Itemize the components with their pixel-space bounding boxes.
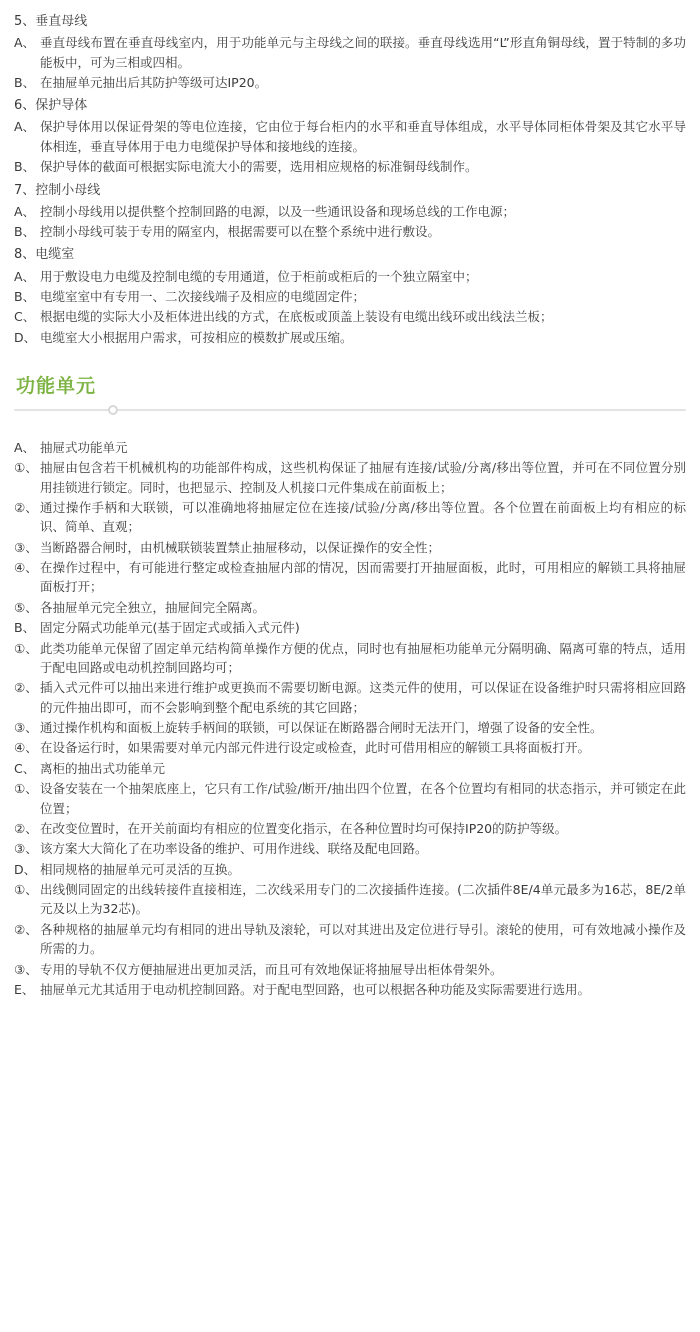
item-text: 根据电缆的实际大小及柜体进出线的方式，在底板或顶盖上装设有电缆出线环或出线法兰板； — [40, 309, 553, 325]
paragraph — [14, 598, 686, 617]
subitem-text: 抽屉由包含若干机械机构的功能部件构成，这些机构保证了抽屉有连接/试验/分离/移出等位置，并可在不同位置分别用挂锁进行锁定。同时，也把显示、控制及人机接口元件集成在前面板上； — [40, 460, 686, 495]
block-text: 离柜的抽出式功能单元 — [40, 760, 166, 776]
item-text: 控制小母线可装于专用的隔室内，根据需要可以在整个系统中进行敷设。 — [40, 224, 441, 240]
subitem-text: 专用的导轨不仅方便抽屉进出更加灵活，而且可有效地保证将抽屉导出柜体骨架外。 — [40, 961, 503, 977]
subitem-marker: ②、 — [14, 499, 38, 515]
item-marker: B、 — [14, 288, 36, 304]
item-text: 用于敷设电力电缆及控制电缆的专用通道，位于柜前或柜后的一个独立隔室中； — [40, 268, 478, 284]
subitem-marker: ①、 — [14, 460, 38, 476]
item-marker: A、 — [14, 35, 36, 51]
item-text: 在抽屉单元抽出后其防护等级可达IP20。 — [40, 74, 268, 90]
paragraph — [14, 157, 686, 176]
block-marker: B、 — [14, 620, 36, 636]
item-text: 电缆室大小根据用户需求，可按相应的模数扩展或压缩。 — [40, 329, 353, 345]
subitem-text: 该方案大大简化了在功率设备的维护、可用作进线、联络及配电回路。 — [40, 841, 428, 857]
subitem-text: 当断路器合闸时，由机械联锁装置禁止抽屉移动，以保证操作的安全性； — [40, 539, 441, 555]
subitem-text: 此类功能单元保留了固定单元结构简单操作方便的优点，同时也有抽屉柜功能单元分隔明确、隔离可靠的特点，适用于配电回路或电动机控制回路均可； — [40, 640, 686, 675]
item-text: 控制小母线用以提供整个控制回路的电源，以及一些通讯设备和现场总线的工作电源； — [40, 203, 516, 219]
subitem-text: 通过操作机构和面板上旋转手柄间的联锁，可以保证在断路器合闸时无法开门，增强了设备的安全性。 — [40, 720, 603, 736]
section-heading: 6、保护导体 — [14, 98, 88, 114]
subitem-marker: ②、 — [14, 820, 38, 836]
paragraph — [14, 498, 686, 537]
paragraph — [14, 819, 686, 838]
subitem-text: 在改变位置时，在开关前面均有相应的位置变化指示，在各种位置时均可保持IP20的防护等级。 — [40, 820, 568, 836]
subitem-marker: ①、 — [14, 882, 38, 898]
item-text: 保护导体用以保证骨架的等电位连接，它由位于每台柜内的水平和垂直导体组成，水平导体同柜体骨架及其它水平导体相连，垂直导体用于电力电缆保护导体和接地线的连接。 — [40, 119, 686, 154]
subitem-text: 各抽屉单元完全独立，抽屉间完全隔离。 — [40, 599, 266, 615]
paragraph — [14, 558, 686, 597]
block-marker: D、 — [14, 861, 37, 877]
section-heading: 8、电缆室 — [14, 247, 75, 263]
item-marker: A、 — [14, 119, 36, 135]
paragraph — [14, 287, 686, 306]
paragraph — [14, 880, 686, 919]
subitem-marker: ③、 — [14, 961, 38, 977]
paragraph — [14, 860, 686, 879]
paragraph — [14, 328, 686, 347]
subitem-text: 各种规格的抽屉单元均有相同的进出导轨及滚轮，可以对其进出及定位进行导引。滚轮的使用，可有效地减小操作及所需的力。 — [40, 921, 686, 957]
item-marker: A、 — [14, 203, 36, 219]
paragraph — [14, 839, 686, 858]
block-text: 固定分隔式功能单元(基于固定式或插入式元件) — [40, 620, 300, 636]
paragraph — [14, 678, 686, 717]
main-blocks — [14, 438, 686, 1000]
item-text: 垂直母线布置在垂直母线室内，用于功能单元与主母线之间的联接。垂直母线选用“L”形直角铜母线，置于特制的多功能板中，可为三相或四相。 — [40, 35, 686, 70]
item-marker: A、 — [14, 268, 36, 284]
paragraph — [14, 538, 686, 557]
paragraph — [14, 202, 686, 221]
block-text: 抽屉单元尤其适用于电动机控制回路。对于配电型回路，也可以根据各种功能及实际需要进行选用。 — [40, 981, 591, 997]
item-marker: B、 — [14, 74, 36, 90]
paragraph — [14, 618, 686, 637]
subitem-marker: ②、 — [14, 680, 38, 696]
paragraph — [14, 222, 686, 241]
item-marker: C、 — [14, 309, 36, 325]
subitem-text: 在操作过程中，有可能进行整定或检查抽屉内部的情况，因而需要打开抽屉面板，此时，可用相应的解锁工具将抽屉面板打开； — [40, 560, 686, 595]
paragraph — [14, 33, 686, 72]
section-divider-block — [14, 375, 686, 416]
paragraph — [14, 980, 686, 999]
rule-dot-icon — [108, 405, 118, 415]
paragraph — [14, 718, 686, 737]
subitem-marker: ②、 — [14, 921, 38, 937]
section-heading: 5、垂直母线 — [14, 14, 88, 29]
paragraph — [14, 458, 686, 497]
subitem-text: 通过操作手柄和大联锁，可以准确地将抽屉定位在连接/试验/分离/移出等位置。各个位置在前面板上均有相应的标识、简单、直观； — [40, 499, 686, 535]
item-text: 保护导体的截面可根据实际电流大小的需要，选用相应规格的标准铜母线制作。 — [40, 159, 478, 175]
block-text: 相同规格的抽屉单元可灵活的互换。 — [40, 861, 241, 877]
paragraph — [14, 267, 686, 286]
paragraph — [14, 639, 686, 678]
paragraph — [14, 117, 686, 156]
item-text: 电缆室室中有专用一、二次接线端子及相应的电缆固定件； — [40, 288, 366, 304]
paragraph — [14, 73, 686, 92]
block-text: 抽屉式功能单元 — [40, 439, 128, 455]
paragraph — [14, 779, 686, 818]
section-heading: 7、控制小母线 — [14, 182, 101, 198]
block-marker: E、 — [14, 981, 35, 997]
subitem-marker: ④、 — [14, 740, 38, 756]
paragraph — [14, 759, 686, 778]
subitem-marker: ①、 — [14, 640, 38, 656]
subitem-marker: ③、 — [14, 539, 38, 555]
subitem-text: 在设备运行时，如果需要对单元内部元件进行设定或检查，此时可借用相应的解锁工具将面板打开。 — [40, 740, 591, 756]
paragraph — [14, 920, 686, 959]
paragraph — [14, 960, 686, 979]
subitem-marker: ①、 — [14, 781, 38, 797]
item-marker: B、 — [14, 159, 36, 175]
subitem-marker: ⑤、 — [14, 599, 38, 615]
block-marker: A、 — [14, 439, 36, 455]
paragraph — [14, 738, 686, 757]
subitem-text: 出线侧同固定的出线转接件直接相连，二次线采用专门的二次接插件连接。(二次插件8E/4单元最多为16芯，8E/2单元及以上为32芯)。 — [40, 882, 686, 917]
paragraph — [14, 307, 686, 326]
subitem-text: 插入式元件可以抽出来进行维护或更换而不需要切断电源。这类元件的使用，可以保证在设备维护时只需将相应回路的元件抽出即可，而不会影响到整个配电系统的其它回路； — [40, 680, 686, 715]
item-marker: B、 — [14, 224, 36, 240]
subitem-marker: ④、 — [14, 560, 38, 576]
subitem-marker: ③、 — [14, 720, 38, 736]
section-title: 功能单元 — [16, 375, 97, 398]
section-rule — [14, 404, 686, 416]
subitem-marker: ③、 — [14, 841, 38, 857]
top-sections — [14, 12, 686, 347]
paragraph — [14, 438, 686, 457]
item-marker: D、 — [14, 329, 37, 345]
block-marker: C、 — [14, 760, 36, 776]
subitem-text: 设备安装在一个抽架底座上，它只有工作/试验/断开/抽出四个位置，在各个位置均有相同的状态指示，并可锁定在此位置； — [40, 781, 686, 816]
